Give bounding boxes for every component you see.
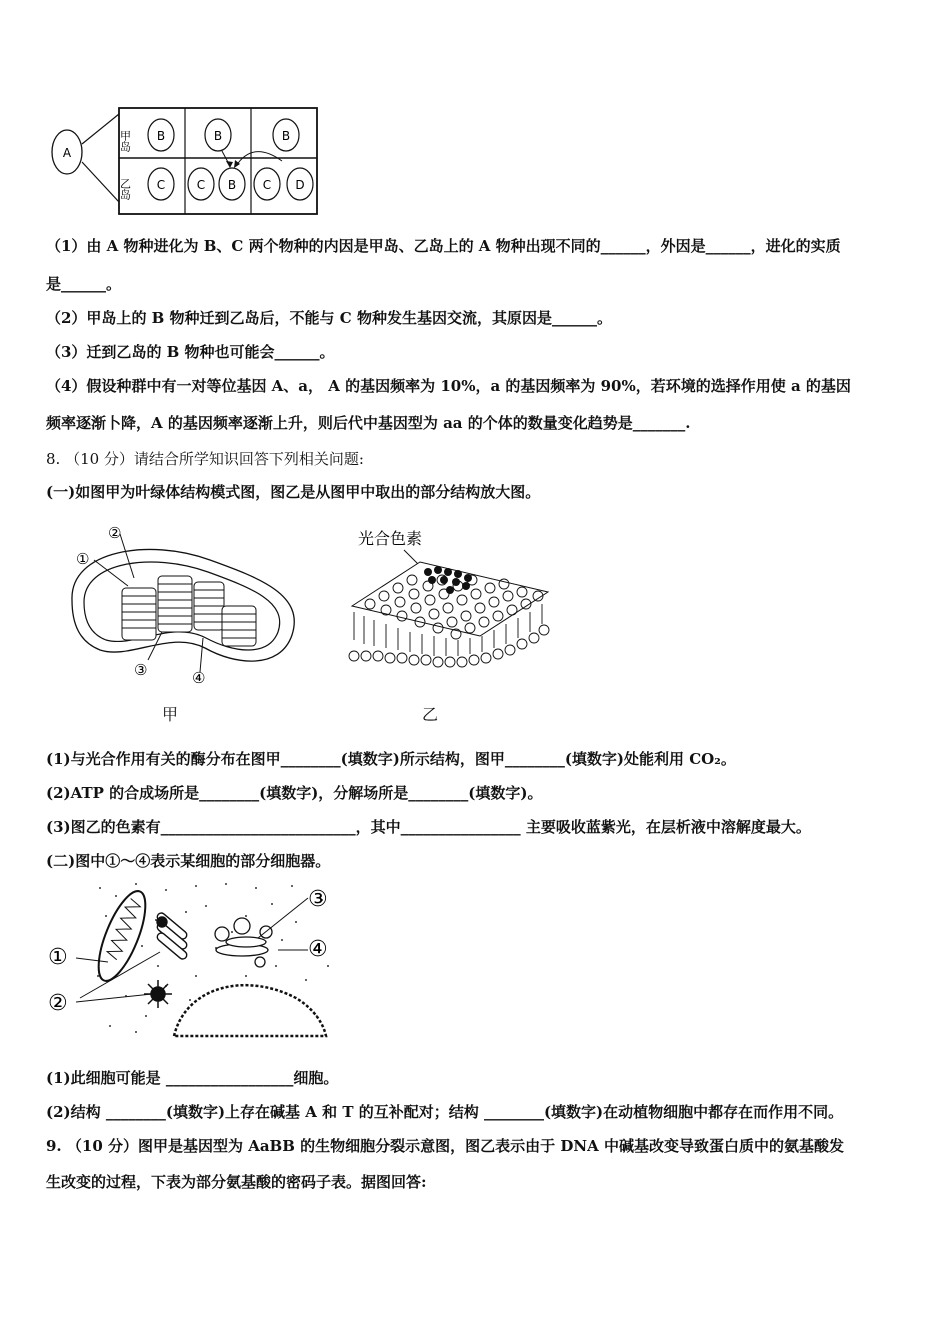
top-b2: B	[213, 129, 223, 143]
q8-sub2: (2)ATP 的合成场所是________(填数字)，分解场所是________(填数字)。	[46, 784, 543, 802]
thylakoid-membrane-diagram	[340, 520, 555, 670]
bottom-c1: C	[156, 178, 166, 192]
label-1: ①	[76, 550, 90, 568]
cell-label-4: ④	[308, 937, 328, 962]
grana-stack	[122, 576, 256, 646]
bottom-d: D	[295, 178, 305, 192]
q8-sub3: (3)图乙的色素有__________________________，其中________________ 主要吸收蓝紫光，在层析液中溶解度最大。	[46, 818, 811, 836]
q9-line2: 生改变的过程，下表为部分氨基酸的密码子表。据图回答:	[46, 1173, 427, 1191]
pigment-label: 光合色素	[358, 529, 423, 548]
chloroplast-diagram	[60, 520, 310, 690]
top-b1: B	[156, 129, 166, 143]
q8-part2-sub1: (1)此细胞可能是 _________________细胞。	[46, 1069, 339, 1087]
q7-part3: （3）迁到乙岛的 B 物种也可能会______。	[46, 343, 335, 361]
bottom-c3: C	[262, 178, 272, 192]
golgi-stack	[156, 911, 189, 960]
caption-yi: 乙	[422, 705, 439, 724]
island-jia-label: 甲岛	[118, 130, 132, 152]
label-4: ④	[192, 669, 206, 687]
caption-jia: 甲	[162, 705, 179, 724]
q7-part1-line1: （1）由 A 物种进化为 B、C 两个物种的内因是甲岛、乙岛上的 A 物种出现不同的______，外因是______，进化的实质	[46, 237, 841, 255]
q8-title: 8. （10 分）请结合所学知识回答下列相关问题:	[46, 450, 364, 468]
nucleus	[174, 985, 326, 1036]
q8-part2-sub2: (2)结构 ________(填数字)上存在碱基 A 和 T 的互补配对；结构 ________(填数字)在动植物细胞中都存在而作用不同。	[46, 1103, 844, 1121]
q8-part1-intro: (一)如图甲为叶绿体结构模式图，图乙是从图甲中取出的部分结构放大图。	[46, 483, 541, 501]
bottom-b: B	[227, 178, 237, 192]
organelle-3	[215, 918, 272, 967]
bottom-c2: C	[196, 178, 206, 192]
label-2: ②	[108, 524, 122, 542]
q9-line1: 9. （10 分）图甲是基因型为 AaBB 的生物细胞分裂示意图，图乙表示由于 DNA 中碱基改变导致蛋白质中的氨基酸发	[46, 1137, 844, 1155]
cell-label-3: ③	[308, 887, 328, 912]
cell-label-2: ②	[48, 991, 68, 1016]
q8-part2-intro: (二)图中①～④表示某细胞的部分细胞器。	[46, 852, 331, 870]
q7-part4-line1: （4）假设种群中有一对等位基因 A、a， A 的基因频率为 10%，a 的基因频率为 90%，若环境的选择作用使 a 的基因	[46, 377, 851, 395]
island-speciation-diagram	[48, 104, 323, 216]
mitochondrion	[89, 886, 155, 987]
cell-label-1: ①	[48, 945, 68, 970]
island-yi-label: 乙岛	[118, 178, 132, 200]
q7-part2: （2）甲岛上的 B 物种迁到乙岛后，不能与 C 物种发生基因交流，其原因是______。	[46, 309, 612, 327]
q8-sub1: (1)与光合作用有关的酶分布在图甲________(填数字)所示结构，图甲________(填数字)处能利用 CO₂。	[46, 750, 736, 768]
cell-organelles-diagram	[46, 876, 346, 1041]
species-a-label: A	[62, 146, 72, 160]
label-3: ③	[134, 661, 148, 679]
q7-part4-line2: 频率逐渐卜降，A 的基因频率逐渐上升，则后代中基因型为 aa 的个体的数量变化趋势是_______.	[46, 414, 691, 432]
q7-part1-line2: 是______。	[46, 275, 122, 293]
top-b3: B	[281, 129, 291, 143]
